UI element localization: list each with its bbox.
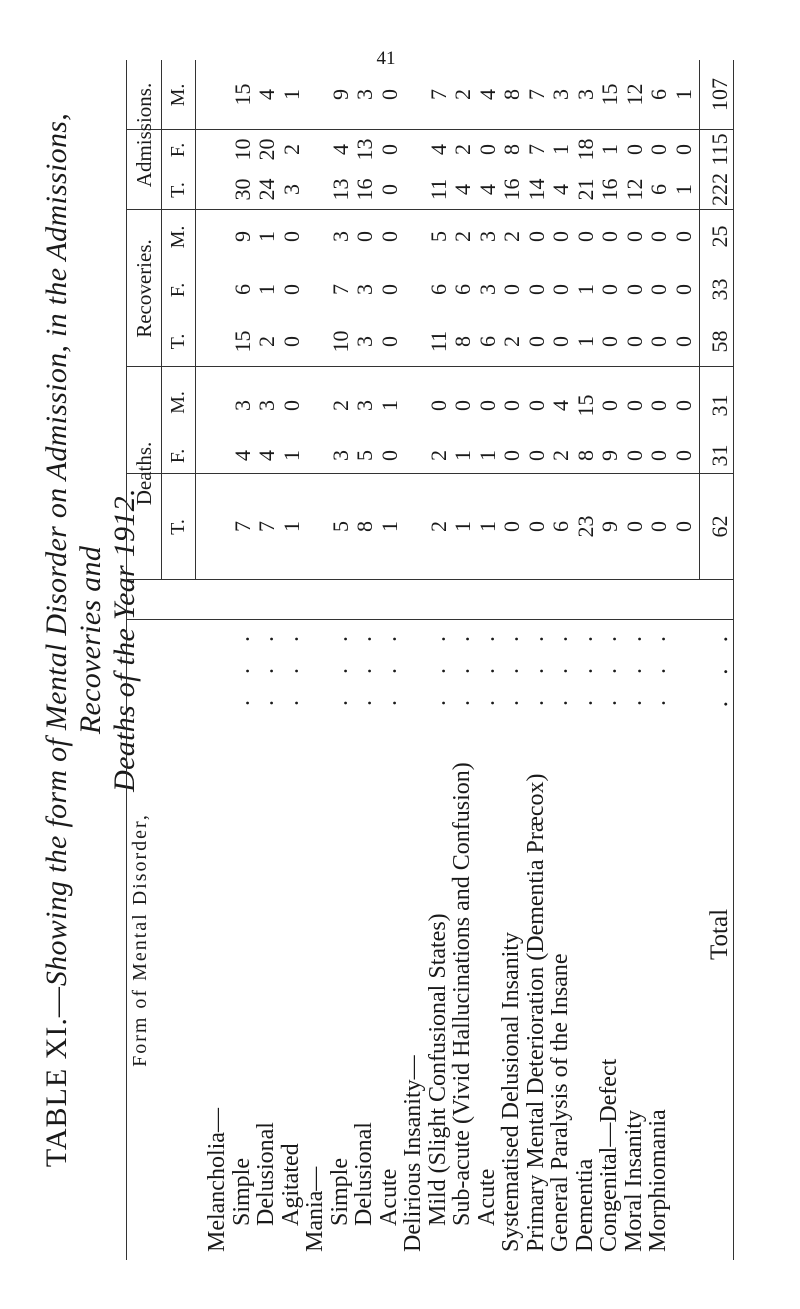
row-label-text: Congenital—Defect xyxy=(596,1058,622,1252)
table-cell: 4 xyxy=(474,184,500,195)
total-cell: 33 xyxy=(707,278,732,301)
table-cell: 0 xyxy=(548,231,573,242)
table-cell: 7 xyxy=(425,89,451,100)
table-cell: 30 xyxy=(229,178,255,201)
leader-dots: . . . xyxy=(522,626,549,706)
table-cell: 0 xyxy=(646,336,671,347)
table-cell: 2 xyxy=(425,521,451,532)
table-cell: 0 xyxy=(646,450,671,461)
table-cell: 0 xyxy=(523,450,549,461)
caption-line-1: Showing the form of Mental Disorder on Admission, in the Admissions, Recoveries and xyxy=(40,112,107,987)
table-cell: 0 xyxy=(646,231,671,242)
table-cell: 6 xyxy=(474,336,500,347)
table-cell: 15 xyxy=(229,330,255,353)
table-cell: 0 xyxy=(670,231,696,242)
leader-dots: . . . xyxy=(424,626,451,706)
table-cell: 0 xyxy=(278,336,304,347)
table-cell: 8 xyxy=(352,521,377,532)
caption-line-2: Deaths of the Year 1912. xyxy=(108,488,141,792)
leader-dots: . . . xyxy=(351,626,377,706)
table-cell: 1 xyxy=(548,144,573,155)
table-cell: 2 xyxy=(499,336,524,347)
table-cell: 3 xyxy=(327,231,353,242)
table-cell: 5 xyxy=(327,521,353,532)
table-cell: 0 xyxy=(597,284,622,295)
table-cell: 1 xyxy=(670,89,696,100)
table-cell: 15 xyxy=(597,83,622,106)
table-cell: 0 xyxy=(499,450,524,461)
admissions-m-header: M. xyxy=(167,83,189,107)
leader-dots: . . . xyxy=(228,626,255,706)
table-cell: 0 xyxy=(597,400,622,411)
table-cell: 2 xyxy=(327,400,353,411)
leader-dots: . . . xyxy=(253,626,279,706)
table-cell: 0 xyxy=(548,336,573,347)
table-row-label xyxy=(669,620,698,1260)
table-cell: 24 xyxy=(254,178,279,201)
table-cell: 1 xyxy=(474,521,500,532)
table-cell: 21 xyxy=(572,178,598,201)
table-cell: 0 xyxy=(670,336,696,347)
table-cell: 0 xyxy=(670,400,696,411)
table-cell: 2 xyxy=(278,144,304,155)
table-cell: 15 xyxy=(229,83,255,106)
deaths-t-header: T. xyxy=(167,519,189,535)
table-cell: 4 xyxy=(548,400,573,411)
table-cell: 0 xyxy=(278,231,304,242)
table-cell: 0 xyxy=(376,89,402,100)
table-cell: 0 xyxy=(670,521,696,532)
table-cell: 15 xyxy=(572,394,598,417)
table-cell: 0 xyxy=(621,284,647,295)
table-cell: 1 xyxy=(474,450,500,461)
deaths-f-header: F. xyxy=(167,448,189,464)
total-cell: 222 xyxy=(707,173,732,206)
table-cell: 0 xyxy=(376,231,402,242)
leader-dots: . . . xyxy=(620,626,647,706)
table-cell: 8 xyxy=(499,144,524,155)
table-cell: 13 xyxy=(352,138,377,161)
table-cell: 0 xyxy=(523,521,549,532)
table-cell: 2 xyxy=(254,336,279,347)
table-cell: 5 xyxy=(425,231,451,242)
leader-dots: . . . xyxy=(375,626,402,706)
table-cell: 0 xyxy=(352,231,377,242)
table-cell: 0 xyxy=(597,336,622,347)
table-cell: 0 xyxy=(646,521,671,532)
table-cell: 3 xyxy=(352,336,377,347)
table-cell: 13 xyxy=(327,178,353,201)
table-cell: 8 xyxy=(572,450,598,461)
table-cell: 0 xyxy=(376,450,402,461)
table-cell: 3 xyxy=(352,284,377,295)
row-label-text: Morphiomania xyxy=(645,1109,671,1252)
leader-dots: . . . xyxy=(326,626,353,706)
total-row-label xyxy=(705,620,734,1260)
table-cell: 0 xyxy=(499,521,524,532)
table-cell: 10 xyxy=(229,138,255,161)
table-cell: 11 xyxy=(425,178,451,201)
table-cell: 23 xyxy=(572,515,598,538)
row-label-text: Delusional xyxy=(351,1122,377,1226)
total-rule xyxy=(699,60,700,580)
table-cell: 0 xyxy=(621,450,647,461)
table-cell: 7 xyxy=(254,521,279,532)
table-cell: 18 xyxy=(572,138,598,161)
table-cell: 12 xyxy=(621,83,647,106)
table-cell: 4 xyxy=(254,450,279,461)
table-cell: 0 xyxy=(523,400,549,411)
total-cell: 58 xyxy=(707,330,732,353)
table-cell: 0 xyxy=(621,144,647,155)
table-cell: 16 xyxy=(597,178,622,201)
table-cell: 12 xyxy=(621,178,647,201)
table-cell: 3 xyxy=(254,400,279,411)
table-cell: 1 xyxy=(450,450,475,461)
table-cell: 0 xyxy=(278,284,304,295)
forms-header: Form of Mental Disorder, xyxy=(129,813,151,1067)
table-cell: 3 xyxy=(278,184,304,195)
table-cell: 0 xyxy=(425,400,451,411)
total-cell: 31 xyxy=(707,394,732,417)
table-cell: 0 xyxy=(499,400,524,411)
row-label-text: Dementia xyxy=(571,1158,598,1252)
table-cell: 0 xyxy=(278,400,304,411)
table-cell: 4 xyxy=(450,184,475,195)
total-cell: 25 xyxy=(707,225,732,248)
table-cell: 7 xyxy=(523,144,549,155)
row-label-text: Primary Mental Deterioration (Dementia Præcox) xyxy=(522,773,549,1252)
table-cell: 16 xyxy=(352,178,377,201)
header-divider xyxy=(195,60,196,580)
table-cell: 0 xyxy=(621,336,647,347)
table-cell: 4 xyxy=(548,184,573,195)
table-cell: 4 xyxy=(254,89,279,100)
leader-dots: . . . xyxy=(706,626,733,708)
table-cell: 2 xyxy=(499,231,524,242)
leader-dots: . . . xyxy=(473,626,500,706)
row-label-text: General Paralysis of the Insane xyxy=(547,953,573,1252)
row-label-text: Mild (Slight Confusional States) xyxy=(424,913,451,1226)
row-label-text: Acute xyxy=(375,1168,402,1226)
mental-disorder-table xyxy=(126,60,734,1260)
row-label-text: Mania— xyxy=(302,1166,328,1252)
column-divider xyxy=(127,366,733,367)
table-cell: 7 xyxy=(229,521,255,532)
table-cell: 4 xyxy=(474,89,500,100)
table-cell: 0 xyxy=(523,336,549,347)
row-label-text: Moral Insanity xyxy=(620,1110,647,1252)
table-cell: 0 xyxy=(670,450,696,461)
deaths-header: Deaths. xyxy=(132,441,156,506)
table-cell: 1 xyxy=(278,450,304,461)
table-cell: 9 xyxy=(229,231,255,242)
table-cell: 0 xyxy=(646,284,671,295)
table-cell: 3 xyxy=(352,89,377,100)
leader-dots: . . . xyxy=(596,626,622,706)
table-cell: 0 xyxy=(523,284,549,295)
admissions-f-header: F. xyxy=(167,142,189,158)
table-cell: 3 xyxy=(572,89,598,100)
table-cell: 9 xyxy=(597,450,622,461)
table-cell: 3 xyxy=(229,400,255,411)
leader-dots: . . . xyxy=(645,626,671,706)
table-cell: 1 xyxy=(572,284,598,295)
table-cell: 14 xyxy=(523,178,549,201)
table-cell: 7 xyxy=(523,89,549,100)
table-cell: 1 xyxy=(450,521,475,532)
table-cell: 4 xyxy=(327,144,353,155)
table-cell: 0 xyxy=(499,284,524,295)
table-cell: 0 xyxy=(621,400,647,411)
total-label: Total xyxy=(706,908,733,960)
table-cell: 20 xyxy=(254,138,279,161)
row-label-text: Simple xyxy=(228,1157,255,1226)
table-cell: 6 xyxy=(646,89,671,100)
table-cell: 10 xyxy=(327,330,353,353)
rotated-table-page xyxy=(30,10,750,1270)
table-cell: 0 xyxy=(474,400,500,411)
table-cell: 11 xyxy=(425,330,451,353)
row-label-text xyxy=(670,1252,696,1260)
table-cell: 2 xyxy=(450,144,475,155)
leader-dots: . . . xyxy=(277,626,304,706)
table-cell: 0 xyxy=(450,400,475,411)
recoveries-header: Recoveries. xyxy=(132,239,156,338)
row-label-text: Simple xyxy=(326,1157,353,1226)
column-divider xyxy=(127,579,733,580)
table-cell: 1 xyxy=(597,144,622,155)
deaths-m-header: M. xyxy=(167,391,189,414)
table-cell: 1 xyxy=(376,400,402,411)
column-divider xyxy=(127,129,733,130)
table-cell: 0 xyxy=(670,284,696,295)
table-cell: 3 xyxy=(474,284,500,295)
table-cell: 5 xyxy=(352,450,377,461)
leader-dots: . . . xyxy=(547,626,573,706)
leader-dots: . . . xyxy=(498,626,524,706)
total-cell: 31 xyxy=(707,444,732,467)
table-cell: 0 xyxy=(474,144,500,155)
table-cell: 2 xyxy=(425,450,451,461)
table-cell: 1 xyxy=(376,521,402,532)
recoveries-f-header: F. xyxy=(167,282,189,298)
row-label-text: Delusional xyxy=(253,1122,279,1226)
table-cell: 0 xyxy=(572,231,598,242)
table-cell: 9 xyxy=(327,89,353,100)
row-label-text: Delirious Insanity— xyxy=(400,1055,426,1252)
table-cell: 6 xyxy=(548,521,573,532)
table-cell: 0 xyxy=(646,400,671,411)
row-label-text: Sub-acute (Vivid Hallucinations and Confusion) xyxy=(449,762,475,1226)
row-label-text: Acute xyxy=(473,1168,500,1226)
table-cell: 0 xyxy=(376,336,402,347)
table-cell: 0 xyxy=(376,144,402,155)
total-cell: 115 xyxy=(707,133,732,166)
total-cell: 107 xyxy=(707,78,732,111)
table-cell: 3 xyxy=(352,400,377,411)
table-cell: 4 xyxy=(425,144,451,155)
row-label-text: Systematised Delusional Insanity xyxy=(498,932,524,1252)
table-cell: 0 xyxy=(670,144,696,155)
table-cell: 1 xyxy=(670,184,696,195)
table-cell: 0 xyxy=(548,284,573,295)
table-cell: 6 xyxy=(229,284,255,295)
row-label-text: Melancholia— xyxy=(204,1108,230,1252)
admissions-header: Admissions. xyxy=(132,82,156,188)
table-cell: 1 xyxy=(254,284,279,295)
leader-dots: . . . xyxy=(449,626,475,706)
table-cell: 0 xyxy=(376,284,402,295)
total-cell: 62 xyxy=(707,515,732,538)
row-label-text: Agitated xyxy=(277,1143,304,1226)
table-cell: 0 xyxy=(523,231,549,242)
table-cell: 0 xyxy=(597,231,622,242)
admissions-t-header: T. xyxy=(167,182,189,198)
table-cell: 6 xyxy=(450,284,475,295)
table-cell: 3 xyxy=(548,89,573,100)
table-cell: 1 xyxy=(278,89,304,100)
table-cell: 9 xyxy=(597,521,622,532)
table-cell: 16 xyxy=(499,178,524,201)
table-cell: 0 xyxy=(376,184,402,195)
table-cell: 3 xyxy=(474,231,500,242)
recoveries-t-header: T. xyxy=(167,333,189,350)
column-divider xyxy=(127,209,733,210)
table-cell: 8 xyxy=(450,336,475,347)
page-number: 41 xyxy=(376,48,396,69)
table-cell: 2 xyxy=(450,89,475,100)
table-cell: 3 xyxy=(327,450,353,461)
table-cell: 1 xyxy=(254,231,279,242)
table-cell: 8 xyxy=(499,89,524,100)
table-cell: 1 xyxy=(572,336,598,347)
table-cell: 6 xyxy=(646,184,671,195)
recoveries-m-header: M. xyxy=(167,225,189,249)
table-cell: 6 xyxy=(425,284,451,295)
leader-dots: . . . xyxy=(571,626,598,706)
table-cell: 7 xyxy=(327,284,353,295)
table-cell: 0 xyxy=(621,231,647,242)
table-cell: 4 xyxy=(229,450,255,461)
table-cell: 2 xyxy=(548,450,573,461)
table-cell: 0 xyxy=(621,521,647,532)
table-cell: 0 xyxy=(646,144,671,155)
caption-lead: TABLE XI.— xyxy=(40,986,73,1168)
table-cell: 1 xyxy=(278,521,304,532)
table-cell: 2 xyxy=(450,231,475,242)
